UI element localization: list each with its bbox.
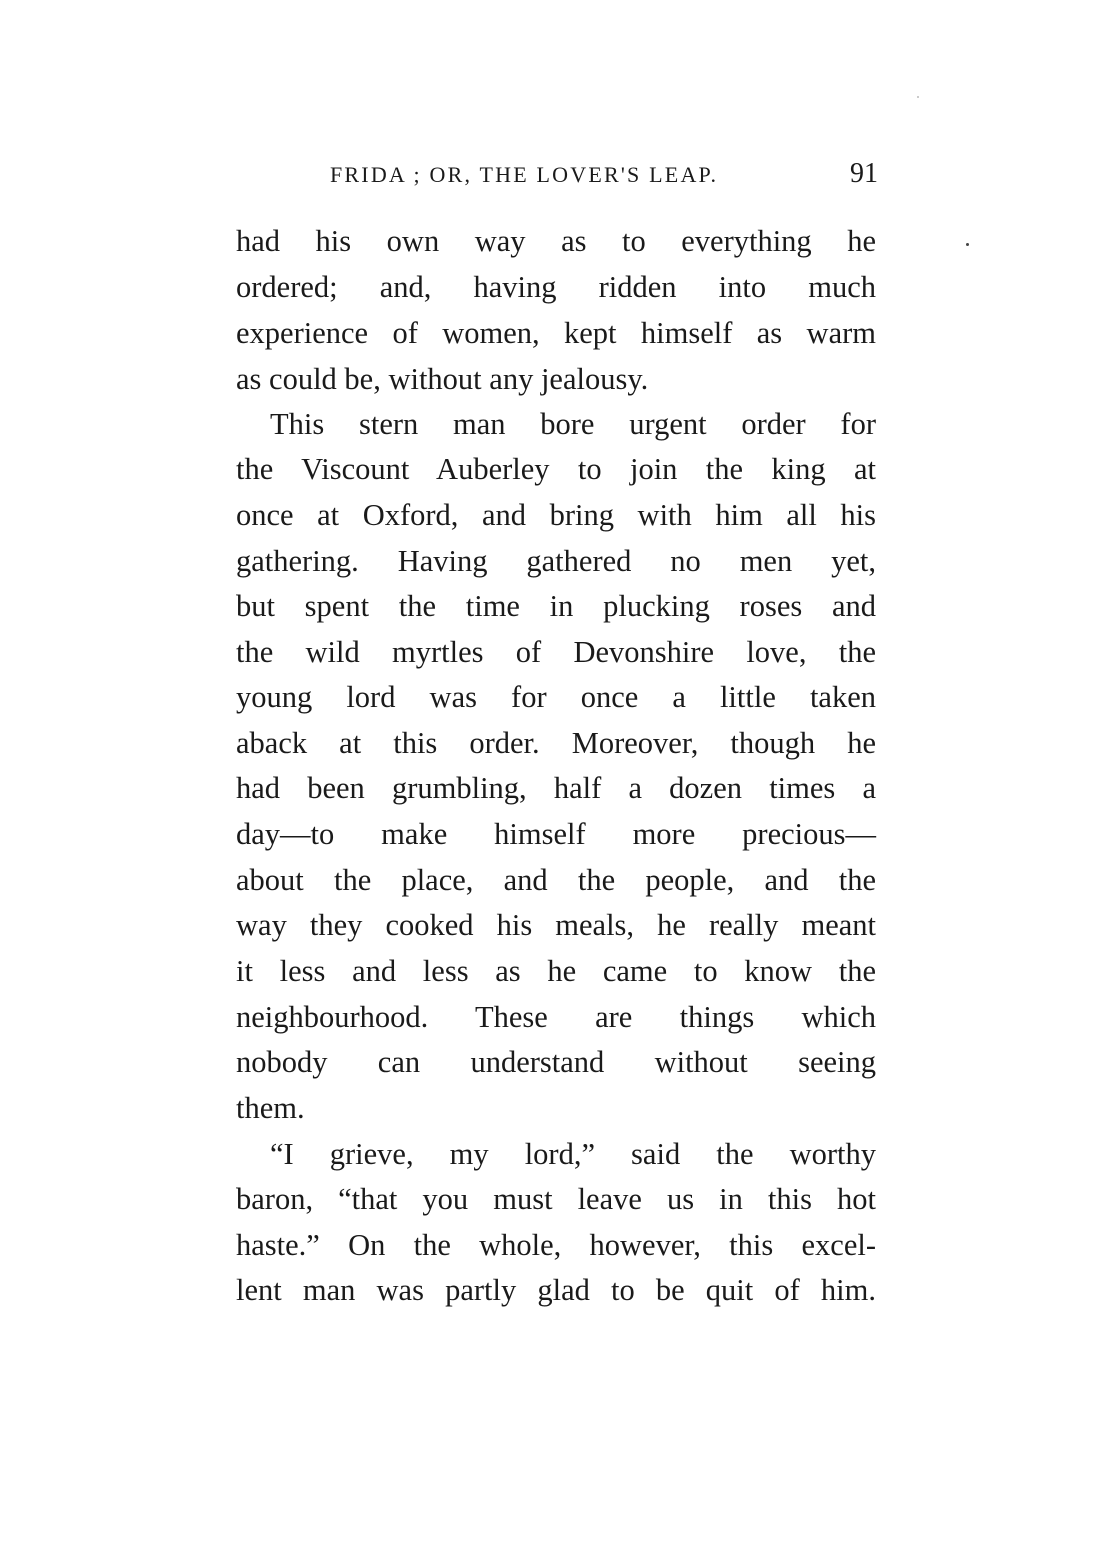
text-line: “I grieve, my lord,” said the worthy bbox=[270, 1137, 876, 1171]
page-header bbox=[330, 158, 878, 198]
page-number: 91 bbox=[850, 158, 878, 189]
text-line: about the place, and the people, and the bbox=[236, 863, 876, 897]
scan-speck bbox=[917, 96, 919, 98]
text-line: once at Oxford, and bring with him all his bbox=[236, 498, 876, 532]
text-line: gathering. Having gathered no men yet, bbox=[236, 544, 876, 578]
text-line: baron, “that you must leave us in this hot bbox=[236, 1182, 876, 1216]
text-line: as could be, without any jealousy. bbox=[236, 362, 649, 396]
text-line: them. bbox=[236, 1091, 305, 1125]
scan-speck bbox=[966, 243, 969, 246]
text-line: but spent the time in plucking roses and bbox=[236, 589, 876, 623]
text-line: This stern man bore urgent order for bbox=[270, 407, 876, 441]
text-line: haste.” On the whole, however, this excel- bbox=[236, 1228, 876, 1262]
text-line: ordered; and, having ridden into much bbox=[236, 270, 876, 304]
text-line: experience of women, kept himself as warm bbox=[236, 316, 876, 350]
text-line: it less and less as he came to know the bbox=[236, 954, 876, 988]
text-line: lent man was partly glad to be quit of him. bbox=[236, 1273, 876, 1307]
text-line: way they cooked his meals, he really meant bbox=[236, 908, 876, 942]
text-line: the wild myrtles of Devonshire love, the bbox=[236, 635, 876, 669]
text-line: had been grumbling, half a dozen times a bbox=[236, 771, 876, 805]
running-title: FRIDA ; OR, THE LOVER'S LEAP. bbox=[330, 162, 719, 187]
text-line: aback at this order. Moreover, though he bbox=[236, 726, 876, 760]
text-line: neighbourhood. These are things which bbox=[236, 1000, 876, 1034]
text-line: nobody can understand without seeing bbox=[236, 1045, 876, 1079]
text-line: had his own way as to everything he bbox=[236, 224, 876, 258]
text-line: the Viscount Auberley to join the king at bbox=[236, 452, 876, 486]
text-line: young lord was for once a little taken bbox=[236, 680, 876, 714]
text-line: day—to make himself more precious— bbox=[236, 817, 876, 851]
